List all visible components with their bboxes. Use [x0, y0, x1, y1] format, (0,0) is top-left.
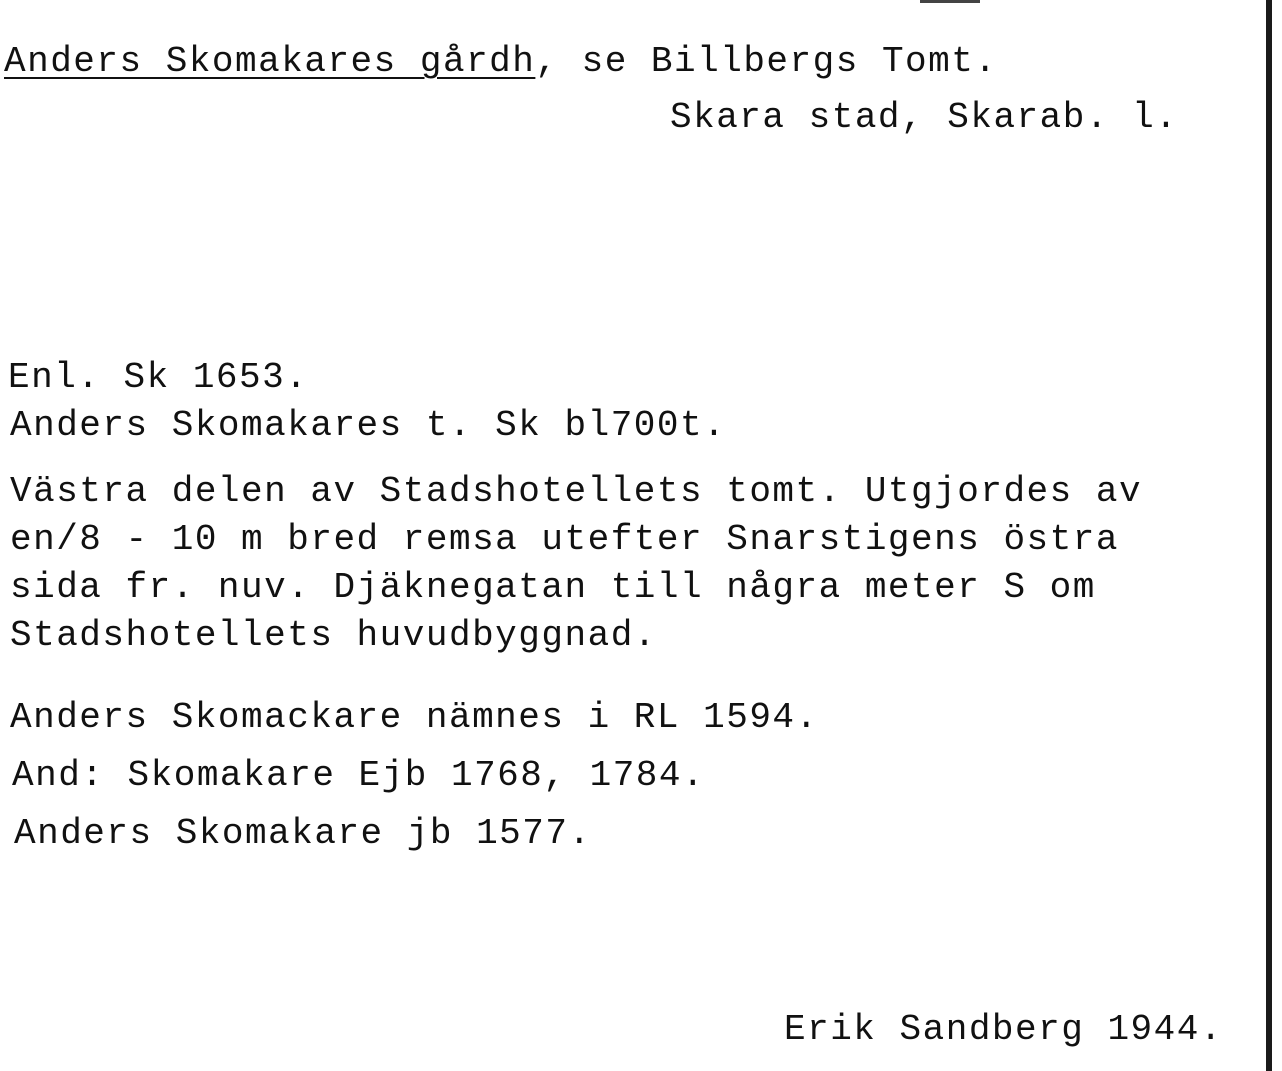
- source-line: Enl. Sk 1653.: [8, 357, 309, 398]
- mention-line: And: Skomakare Ejb 1768, 1784.: [12, 755, 706, 796]
- title-place-name: Anders Skomakares gårdh: [4, 41, 536, 82]
- mention-line: Anders Skomakare jb 1577.: [14, 813, 592, 854]
- title-cross-reference: , se Billbergs Tomt.: [535, 41, 998, 82]
- source-line: Anders Skomakares t. Sk bl700t.: [10, 405, 727, 446]
- location-line: Skara stad, Skarab. l.: [670, 97, 1179, 138]
- description-line: sida fr. nuv. Djäknegatan till några meter S om: [10, 567, 1096, 608]
- card-right-border: [1266, 0, 1272, 1071]
- description-line: en/8 - 10 m bred remsa utefter Snarstigens östra: [10, 519, 1119, 560]
- signature: Erik Sandberg 1944.: [784, 1009, 1223, 1050]
- description-line: Västra delen av Stadshotellets tomt. Utgjordes av: [10, 471, 1143, 512]
- mention-line: Anders Skomackare nämnes i RL 1594.: [10, 697, 819, 738]
- card-title: [4, 42, 997, 82]
- scan-edge-top: [920, 0, 980, 3]
- description-line: Stadshotellets huvudbyggnad.: [10, 615, 657, 656]
